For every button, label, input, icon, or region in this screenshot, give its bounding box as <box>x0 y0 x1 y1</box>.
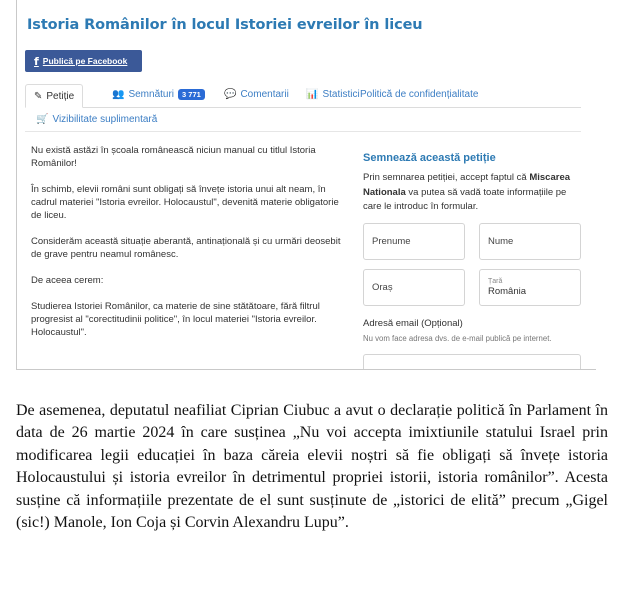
tab-label: Comentarii <box>240 89 289 100</box>
facebook-share-label: Publică pe Facebook <box>42 56 128 66</box>
country-value: România <box>488 286 527 297</box>
consent-text-after: va putea să vadă toate informațiile pe care le introduc în formular. <box>363 186 567 212</box>
comments-icon: 💬 <box>224 89 237 100</box>
petition-text <box>31 144 343 352</box>
tabs-divider-secondary <box>25 131 581 132</box>
facebook-share-button[interactable] <box>25 50 142 72</box>
tab-extra-visibility[interactable] <box>36 114 157 125</box>
signatures-count-badge: 3 771 <box>178 89 205 100</box>
tab-label: Vizibilitate suplimentară <box>52 114 158 125</box>
facebook-icon: f <box>34 54 39 68</box>
tab-label: Petiție <box>46 90 75 102</box>
sign-form-consent <box>363 171 585 215</box>
sign-form-title: Semnează această petiție <box>363 152 496 164</box>
email-help-text: Nu vom face adresa dvs. de e-mail publică pe internet. <box>363 334 552 343</box>
page-title: Istoria Românilor în locul Istoriei evreilor în liceu <box>27 17 423 33</box>
tabs-divider <box>25 107 581 108</box>
pencil-icon: ✎ <box>34 90 43 102</box>
first-name-field[interactable] <box>363 223 465 260</box>
email-field[interactable] <box>363 354 581 370</box>
consent-text-before: Prin semnarea petiției, accept faptul că <box>363 172 530 183</box>
petition-paragraph: De aceea cerem: <box>31 275 104 286</box>
email-label: Adresă email (Opțional) <box>363 318 463 329</box>
tab-label: Politică de confidențialitate <box>360 89 479 100</box>
cart-icon: 🛒 <box>36 114 49 125</box>
tab-comments[interactable] <box>224 89 289 100</box>
tab-label: Statistici <box>322 89 360 100</box>
last-name-field[interactable] <box>479 223 581 260</box>
petition-paragraph: Studierea Istoriei Românilor, ca materie de sine stătătoare, fără filtrul progresist al "corectitudinii politice", în locul materiei "Istoria evreilor. Holocaustul". <box>31 301 320 338</box>
bar-chart-icon: 📊 <box>306 89 319 100</box>
country-select[interactable] <box>479 269 581 306</box>
users-icon: 👥 <box>112 89 125 100</box>
last-name-placeholder: Nume <box>488 236 514 247</box>
article-paragraph: De asemenea, deputatul neafiliat Ciprian Ciubuc a avut o declarație politică în Parlament în data de 26 martie 2024 în care susținea „Nu voi accepta imixtiunile statului Israel prin modificarea legii educației în baza căreia elevii noștri să fie obligați să învețe istoria Holocaustului și istoria evreilor în detrimentul propriei istorii, istoria românilor”. Acesta susține că informațiile prezentate de el sunt susținute de „istorici de elită” precum „Gigel (sic!) Manole, Ion Coja și Corvin Alexandru Lupu”. <box>16 402 608 532</box>
country-label: Țară <box>488 278 503 285</box>
organization-name: Miscarea Nationala <box>363 172 571 198</box>
tab-statistics[interactable] <box>306 89 360 100</box>
tab-label: Semnături <box>128 89 175 100</box>
city-placeholder: Oraș <box>372 282 393 293</box>
tab-petition[interactable] <box>25 84 83 108</box>
petition-paragraph: În schimb, elevii români sunt obligați să învețe istoria unui alt neam, în cadrul materiei "Istoria evreilor. Holocaustul", devenită materie obligatorie de liceu. <box>31 184 339 221</box>
petition-paragraph: Nu există astăzi în școala românească niciun manual cu titlul Istoria Românilor! <box>31 145 316 169</box>
tab-signatures[interactable] <box>112 89 205 100</box>
tab-privacy-policy[interactable] <box>360 89 478 100</box>
petition-screenshot <box>16 0 596 370</box>
petition-paragraph: Considerăm această situație aberantă, antinațională și cu urmări deosebit de grave pentru neamul românesc. <box>31 236 341 260</box>
city-field[interactable] <box>363 269 465 306</box>
first-name-placeholder: Prenume <box>372 236 411 247</box>
